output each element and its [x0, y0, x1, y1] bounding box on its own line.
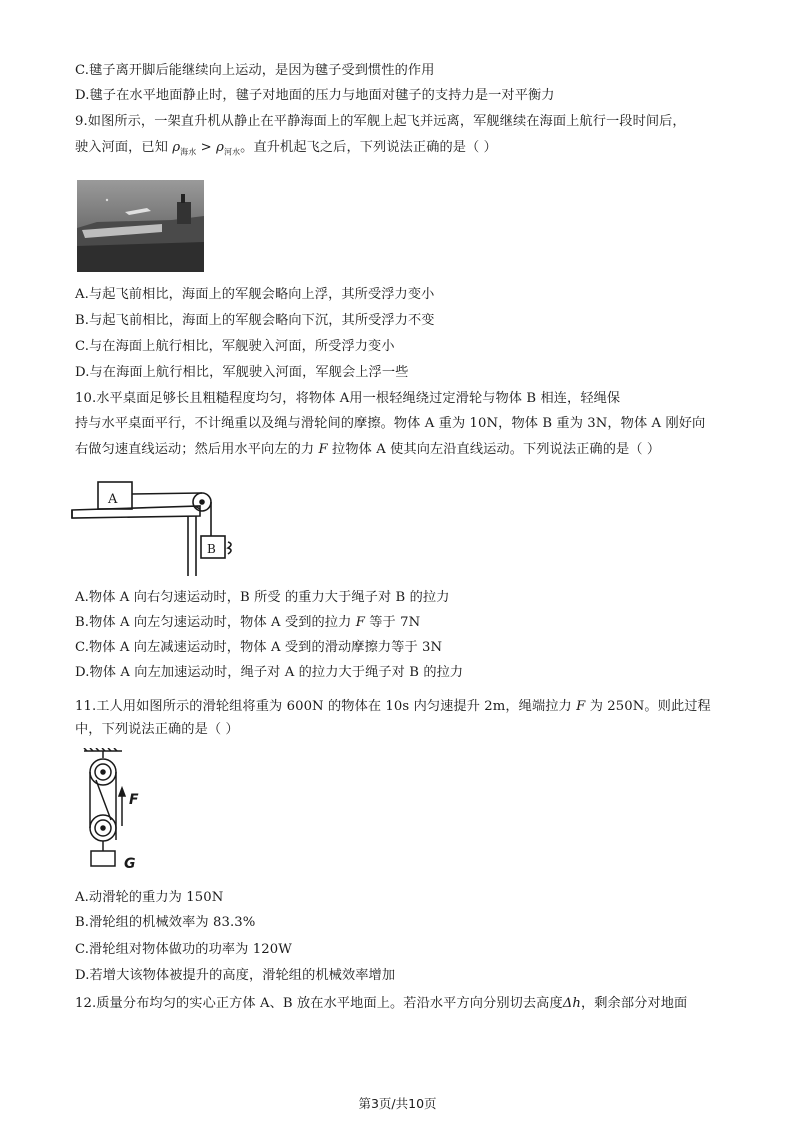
question-11-option-b: B.滑轮组的机械效率为 83.3%: [75, 915, 256, 930]
question-11-stem-line2: 中，下列说法正确的是（ ）: [75, 722, 239, 737]
question-9-option-b: B.与起飞前相比，海面上的军舰会略向下沉，其所受浮力不变: [75, 313, 435, 328]
question-9-option-d: D.与在海面上航行相比，军舰驶入河面，军舰会上浮一些: [75, 365, 409, 380]
question-10-stem-line3: 右做匀速直线运动；然后用水平向左的力 F 拉物体 A 使其向左沿直线运动。下列说法正确的是（ ）: [75, 442, 661, 457]
label-g: G: [124, 856, 136, 872]
question-10-stem-line1: 10.水平桌面足够长且粗糙程度均匀，将物体 A用一根轻绳绕过定滑轮与物体 B 相连，轻绳保: [75, 391, 621, 406]
pulley-block-diagram: [82, 748, 152, 872]
question-9-stem-line1: 9.如图所示，一架直升机从静止在平静海面上的军舰上起飞并远离，军舰继续在海面上航行一段时间后，: [75, 114, 686, 129]
label-a: A: [108, 492, 118, 507]
question-11-option-d: D.若增大该物体被提升的高度，滑轮组的机械效率增加: [75, 968, 396, 983]
label-b: B: [207, 542, 216, 556]
option-c-q8: C.毽子离开脚后能继续向上运动，是因为毽子受到惯性的作用: [75, 63, 435, 78]
question-9-option-a: A.与起飞前相比，海面上的军舰会略向上浮，其所受浮力变小: [75, 287, 435, 302]
question-10-stem-line2: 持与水平桌面平行，不计绳重以及绳与滑轮间的摩擦。物体 A 重为 10N，物体 B 重为 3N，物体 A 刚好向: [75, 416, 706, 431]
question-9-option-c: C.与在海面上航行相比，军舰驶入河面，所受浮力变小: [75, 339, 395, 354]
question-12-stem-line1: 12.质量分布均匀的实心正方体 A、B 放在水平地面上。若沿水平方向分别切去高度Δh，剩余部分对地面: [75, 996, 688, 1011]
page-footer: 第3页/共10页: [358, 1096, 437, 1111]
question-10-option-c: C.物体 A 向左减速运动时，物体 A 受到的滑动摩擦力等于 3N: [75, 640, 443, 655]
question-10-option-d: D.物体 A 向左加速运动时，绳子对 A 的拉力大于绳子对 B 的拉力: [75, 665, 464, 680]
question-10-option-a: A.物体 A 向右匀速运动时，B 所受 的重力大于绳子对 B 的拉力: [75, 590, 450, 605]
label-f: F: [129, 792, 139, 808]
question-11-option-a: A.动滑轮的重力为 150N: [75, 890, 224, 905]
warship-photo: [77, 180, 204, 272]
question-9-stem-line2: 驶入河面，已知 $\rho_{海水} > \rho_{河水}$。直升机起飞之后，下列说法正确的是（ ）: [75, 140, 497, 157]
question-10-option-b: B.物体 A 向左匀速运动时，物体 A 受到的拉力 F 等于 7N: [75, 615, 421, 630]
option-d-q8: D.毽子在水平地面静止时，毽子对地面的压力与地面对毽子的支持力是一对平衡力: [75, 88, 555, 103]
pulley-table-diagram: [70, 476, 240, 578]
question-11-stem-line1: 11.工人用如图所示的滑轮组将重为 600N 的物体在 10s 内匀速提升 2m，绳端拉力 F 为 250N。则此过程: [75, 699, 711, 714]
question-11-option-c: C.滑轮组对物体做功的功率为 120W: [75, 942, 292, 957]
